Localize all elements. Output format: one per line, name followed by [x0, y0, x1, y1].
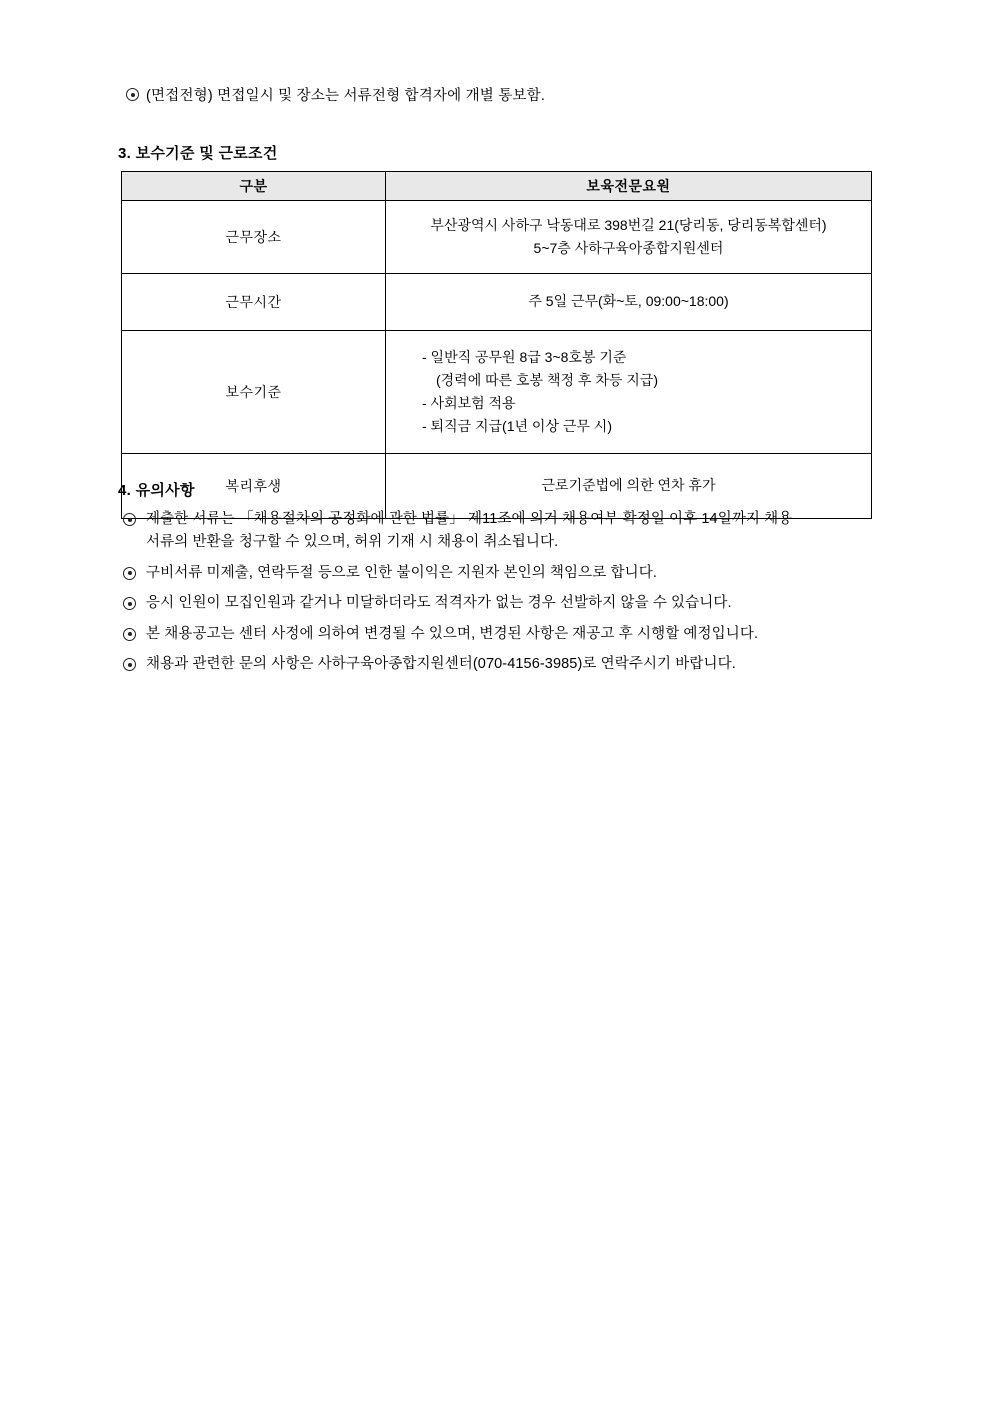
interview-note-text: (면접전형) 면접일시 및 장소는 서류전형 합격자에 개별 통보함. [146, 88, 546, 104]
bullet-icon [123, 628, 136, 641]
notice-line: 응시 인원이 모집인원과 같거나 미달하더라도 적격자가 없는 경우 선발하지 않을 수 있습니다. [146, 595, 732, 612]
notice-line: 채용과 관련한 문의 사항은 사하구육아종합지원센터(070-4156-3985)로 연락주시기 바랍니다. [146, 656, 736, 673]
row-label-pay: 보수기준 [122, 331, 386, 454]
section-4-heading: 4. 유의사항 [118, 482, 195, 499]
list-item [118, 653, 888, 676]
table-row [122, 331, 872, 454]
table-row [122, 201, 872, 274]
row-label-welfare: 복리후생 [122, 454, 386, 519]
bullet-icon [123, 513, 136, 526]
value-line: 근로기준법에 의한 연차 휴가 [541, 477, 716, 494]
table-row [122, 274, 872, 331]
table-header-position: 보육전문요원 [386, 172, 872, 201]
bullet-icon [123, 567, 136, 580]
row-label-workplace: 근무장소 [122, 201, 386, 274]
notice-line: 구비서류 미제출, 연락두절 등으로 인한 불이익은 지원자 본인의 책임으로 합니다. [146, 564, 657, 581]
list-item [118, 508, 888, 555]
notice-list [118, 508, 888, 684]
bullet-icon [126, 88, 139, 101]
bullet-icon [123, 597, 136, 610]
row-value-pay [386, 331, 872, 454]
table-header-row [122, 172, 872, 201]
row-label-worktime: 근무시간 [122, 274, 386, 331]
value-line: - 퇴직금 지급(1년 이상 근무 시) [422, 418, 612, 435]
bullet-icon [123, 658, 136, 671]
row-value-workplace [386, 201, 872, 274]
notice-line: 본 채용공고는 센터 사정에 의하여 변경될 수 있으며, 변경된 사항은 재공고 후 시행할 예정입니다. [146, 625, 759, 642]
list-item [118, 562, 888, 585]
list-item [118, 592, 888, 615]
value-line: 5~7층 사하구육아종합지원센터 [533, 240, 724, 256]
interview-note [126, 84, 545, 105]
value-line: (경력에 따른 호봉 책정 후 차등 지급) [436, 371, 658, 388]
value-line: - 일반직 공무원 8급 3~8호봉 기준 [422, 348, 627, 365]
working-conditions-table [121, 171, 872, 519]
table-header-category: 구분 [122, 172, 386, 201]
notice-line: 제출한 서류는 「채용절차의 공정화에 관한 법률」 제11조에 의거 채용여부 확정일 이후 14일까지 채용 [146, 511, 793, 527]
value-line: 부산광역시 사하구 낙동대로 398번길 21(당리동, 당리동복합센터) [430, 216, 827, 233]
row-value-worktime [386, 274, 872, 331]
section-3-heading: 3. 보수기준 및 근로조건 [118, 145, 278, 162]
value-line: 주 5일 근무(화~토, 09:00~18:00) [528, 293, 729, 310]
notice-line: 서류의 반환을 청구할 수 있으며, 허위 기재 시 채용이 취소됩니다. [146, 534, 559, 551]
list-item [118, 623, 888, 646]
value-line: - 사회보험 적용 [422, 395, 516, 411]
